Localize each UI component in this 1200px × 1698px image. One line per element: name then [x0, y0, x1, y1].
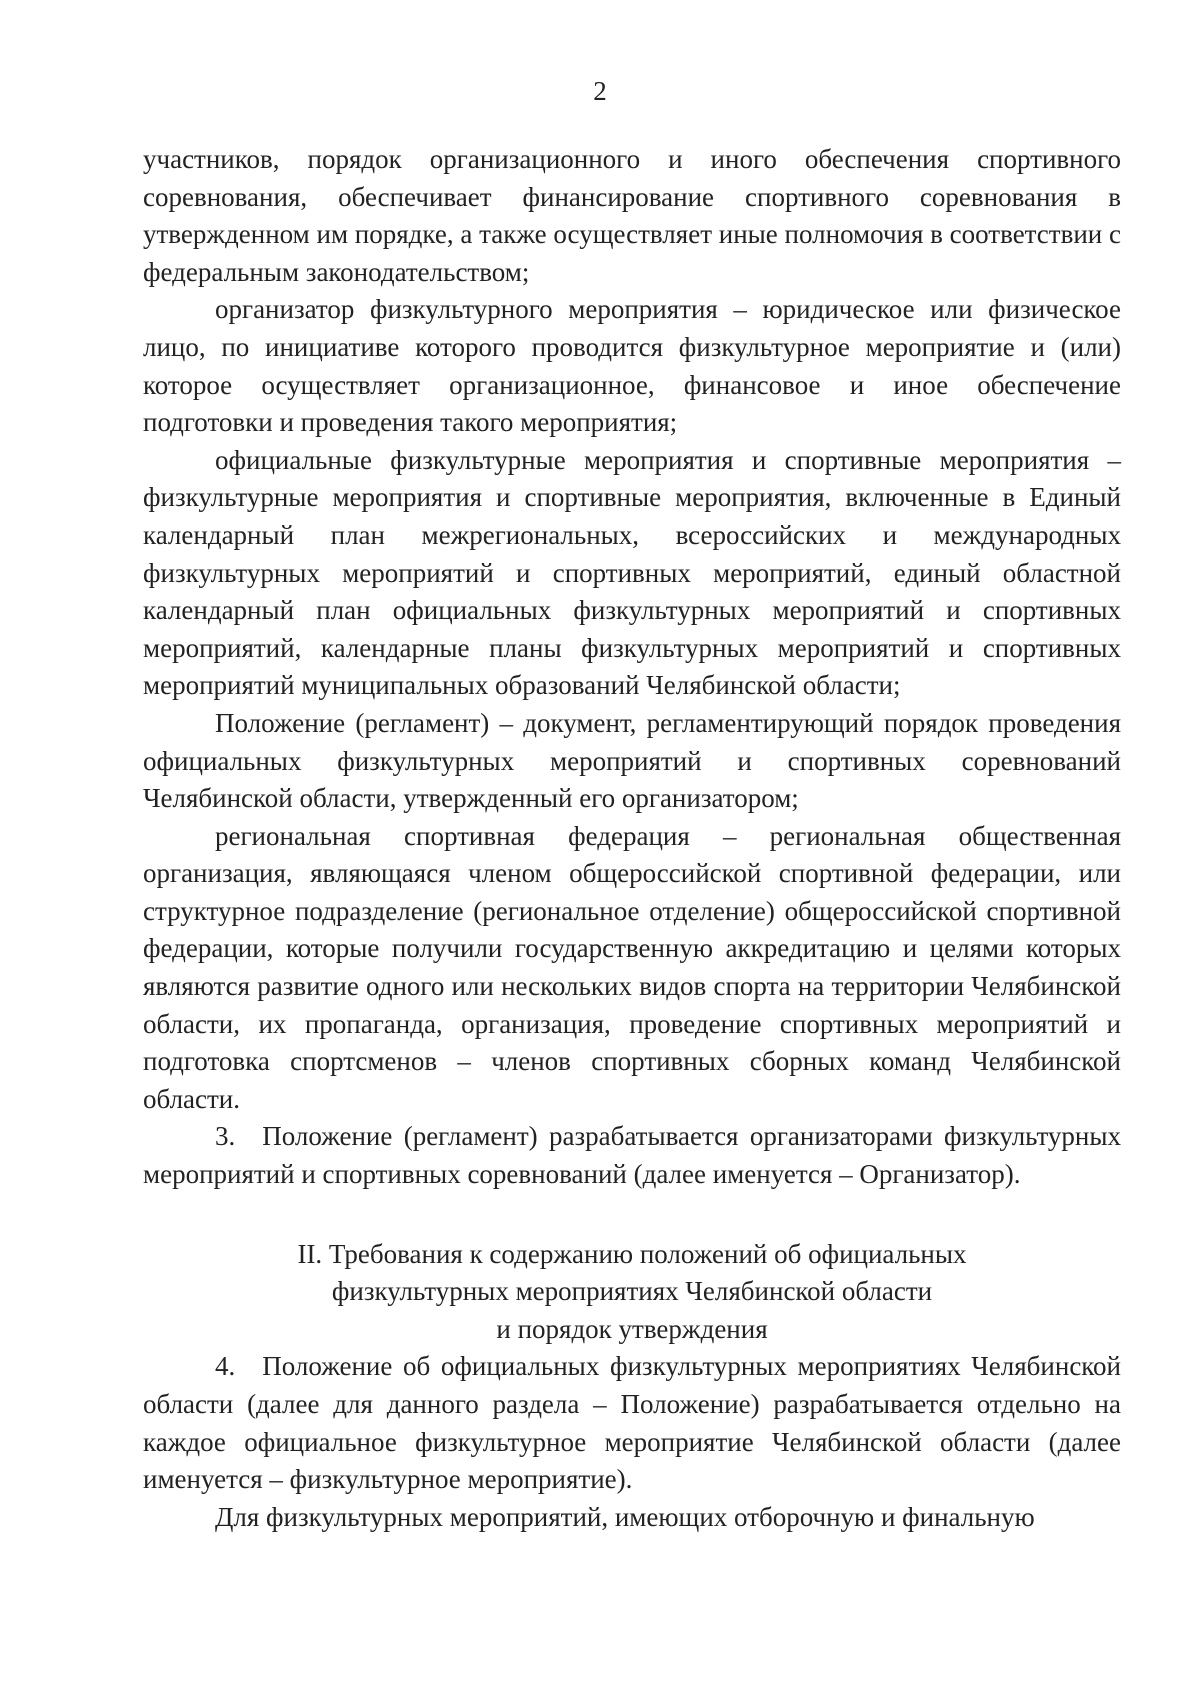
paragraph-official-events-definition: официальные физкультурные мероприятия и спортивные мероприятия – физкультурные мероприятия и спортивные мероприятия, включенные в Единый календарный план межрегиональных, всероссийских и международных физкультурных мероприятий и спортивных мероприятий, единый областной календарный план официальных физкультурных мероприятий и спортивных мероприятий, календарные планы физкультурных мероприятий и спортивных мероприятий муниципальных образований Челябинской области; — [143, 444, 1121, 701]
paragraph-regional-federation-definition: региональная спортивная федерация – региональная общественная организация, являющаяся членом общероссийской спортивной федерации, или структурное подразделение (региональное отделение) общероссийской спортивной федерации, которые получили государственную аккредитацию и целями которых являются развитие одного или нескольких видов спорта на территории Челябинской области, их пропаганда, организация, проведение спортивных мероприятий и подготовка спортсменов – членов спортивных сборных команд Челябинской области. — [143, 820, 1121, 1114]
paragraph-organizer-definition: организатор физкультурного мероприятия – юридическое или физическое лицо, по инициативе которого проводится физкультурное мероприятие и (или) которое осуществляет организационное, финансовое и иное обеспечение подготовки и проведения такого мероприятия; — [143, 294, 1121, 438]
section-2-heading-line-1: II. Требования к содержанию положений об официальных — [297, 1238, 967, 1269]
paragraph-regulation-definition: Положение (регламент) – документ, регламентирующий порядок проведения официальных физкультурных мероприятий и спортивных соревнований Челябинской области, утвержденный его организатором; — [143, 707, 1121, 814]
paragraph-item-4: 4. Положение об официальных физкультурных мероприятиях Челябинской области (далее для данного раздела – Положение) разрабатывается отдельно на каждое официальное физкультурное мероприятие Челябинской области (далее именуется – физкультурное мероприятие). — [143, 1351, 1121, 1495]
paragraph-participants: участников, порядок организационного и иного обеспечения спортивного соревнования, обеспечивает финансирование спортивного соревнования в утвержденном им порядке, а также осуществляет иные полномочия в соответствии с федеральным законодательством; — [143, 144, 1121, 287]
page-number: 2 — [593, 76, 607, 106]
paragraph-item-3: 3. Положение (регламент) разрабатывается организаторами физкультурных мероприятий и спортивных соревнований (далее именуется – Организатор). — [143, 1121, 1121, 1190]
document-body — [143, 141, 1121, 1536]
paragraph-qualifying-final: Для физкультурных мероприятий, имеющих отборочную и финальную — [215, 1501, 1035, 1532]
section-2-heading — [143, 1236, 1121, 1349]
section-2-heading-line-3: и порядок утверждения — [496, 1313, 768, 1344]
section-2-heading-line-2: физкультурных мероприятиях Челябинской области — [331, 1276, 933, 1307]
